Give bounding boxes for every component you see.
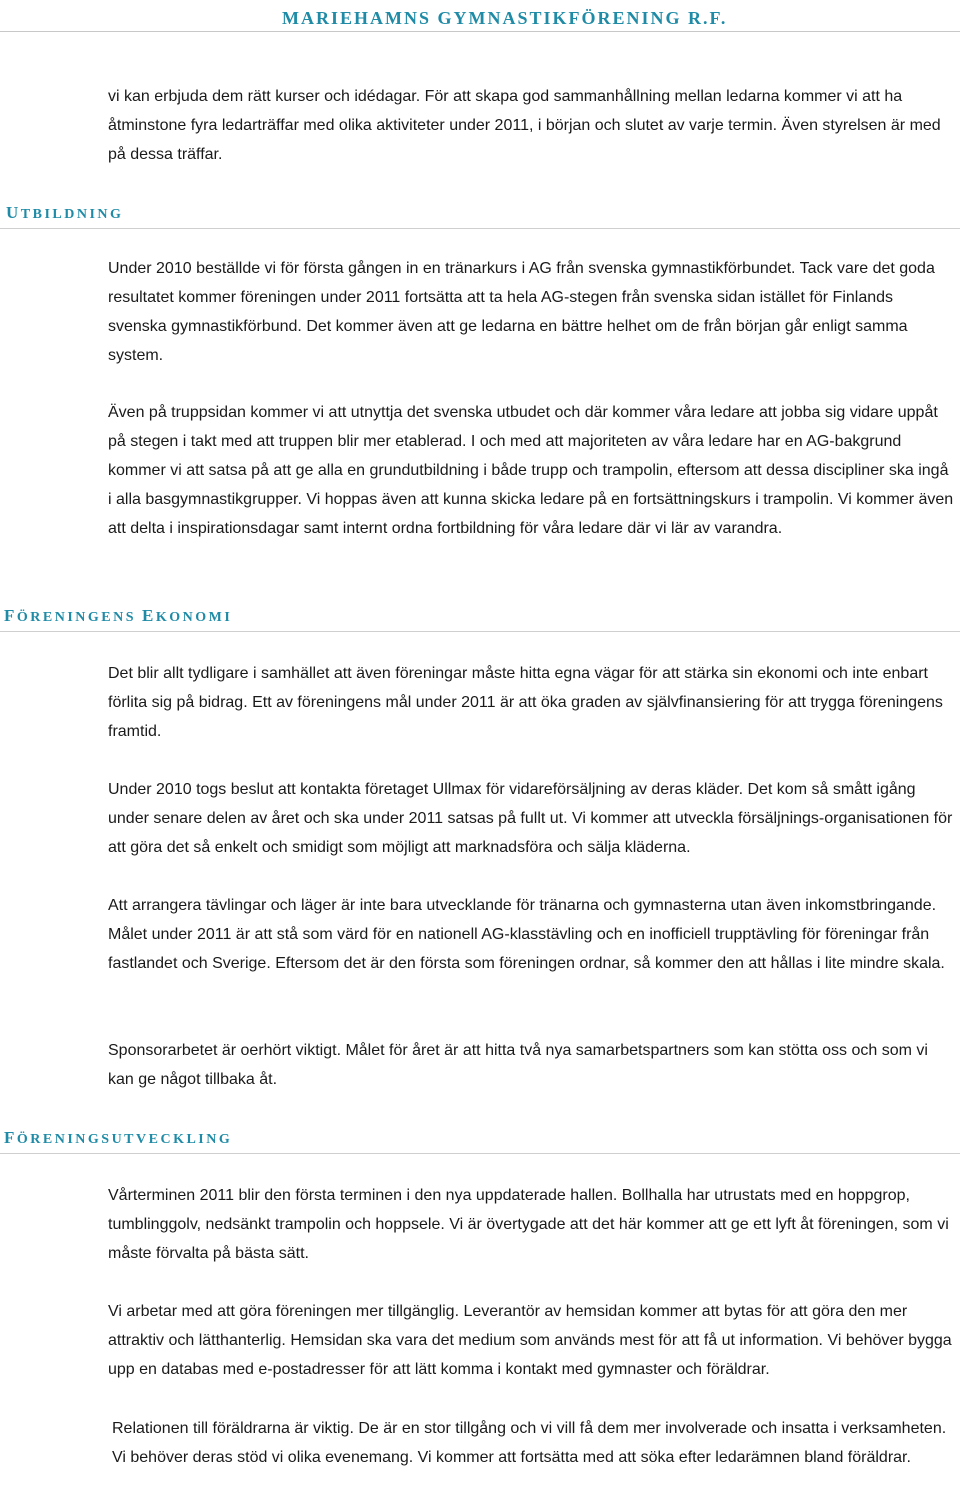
paragraph: Vi arbetar med att göra föreningen mer tillgänglig. Leverantör av hemsidan kommer att bytas för att göra den mer attraktiv och lätthanterlig. Hemsidan ska vara det medium som används mest för att få ut information. Vi behöver bygga upp en databas med e-postadresser för att lätt komma i kontakt med gymnaster och föräldrar. [108, 1303, 952, 1378]
intro-paragraph: vi kan erbjuda dem rätt kurser och idédagar. För att skapa god sammanhållning mellan ledarna kommer vi att ha åtminstone fyra ledarträffar med olika aktiviteter under 2011, i början och slutet av varje termin. Även styrelsen är med på dessa träffar. [108, 88, 941, 163]
page-header-title: MARIEHAMNS GYMNASTIKFÖRENING R.F. [282, 8, 728, 28]
section-heading-text: FÖRENINGSUTVECKLING [4, 1128, 233, 1147]
paragraph: Relationen till föräldrarna är viktig. De är en stor tillgång och vi vill få dem mer involverade och insatta i verksamheten. Vi behöver deras stöd vi olika evenemang. Vi kommer att fortsätta med att söka efter ledarämnen bland föräldrar. [112, 1420, 947, 1466]
page-header [0, 4, 960, 32]
section-heading-foreningsutveckling [0, 1126, 960, 1154]
paragraph: Under 2010 beställde vi för första gången in en tränarkurs i AG från svenska gymnastikförbundet. Tack vare det goda resultatet kommer föreningen under 2011 fortsätta att ta hela AG-stegen från svenska sidan istället för Finlands svenska gymnastikförbund. Det kommer även att ge ledarna en bättre helhet om de från början går enligt samma system. [108, 260, 935, 364]
paragraph: Sponsorarbetet är oerhört viktigt. Målet för året är att hitta två nya samarbetspartners som kan stötta oss och som vi kan ge något tillbaka åt. [108, 1042, 928, 1088]
section-heading-foreningens-ekonomi [0, 604, 960, 632]
section-heading-text: FÖRENINGENS EKONOMI [4, 606, 233, 625]
section-heading-text: UTBILDNING [6, 203, 124, 222]
section-heading-utbildning [0, 201, 960, 229]
paragraph: Under 2010 togs beslut att kontakta företaget Ullmax för vidareförsäljning av deras kläder. Det kom så smått igång under senare delen av året och ska under 2011 satsas på fullt ut. Vi kommer att utveckla försäljnings-organisationen för att göra det så enkelt och smidigt som möjligt att marknadsföra och sälja kläderna. [108, 781, 953, 856]
paragraph: Även på truppsidan kommer vi att utnyttja det svenska utbudet och där kommer våra ledare att jobba sig vidare uppåt på stegen i takt med att truppen blir mer etablerad. I och med att majoriteten av våra ledare har en AG-bakgrund kommer vi att satsa på att ge alla en grundutbildning i både trupp och trampolin, eftersom att dessa discipliner ska ingå i alla basgymnastikgrupper. Vi hoppas även att kunna skicka ledare på en fortsättningskurs i trampolin. Vi kommer även att delta i inspirationsdagar samt internt ordna fortbildning för våra ledare där vi lär av varandra. [108, 404, 954, 537]
paragraph: Vårterminen 2011 blir den första terminen i den nya uppdaterade hallen. Bollhalla har utrustats med en hoppgrop, tumblinggolv, nedsänkt trampolin och hoppsele. Vi är övertygade att det här kommer att ge ett lyft åt föreningen, som vi måste förvalta på bästa sätt. [108, 1187, 949, 1262]
paragraph: Det blir allt tydligare i samhället att även föreningar måste hitta egna vägar för att stärka sin ekonomi och inte enbart förlita sig på bidrag. Ett av föreningens mål under 2011 är att öka graden av självfinansiering för att trygga föreningens framtid. [108, 665, 943, 740]
paragraph: Att arrangera tävlingar och läger är inte bara utvecklande för tränarna och gymnasterna utan även inkomstbringande. Målet under 2011 är att stå som värd för en nationell AG-klasstävling och en inofficiell trupptävling för föreningar från fastlandet och Sverige. Eftersom det är den första som föreningen ordnar, så kommer den att hållas i lite mindre skala. [108, 897, 945, 972]
